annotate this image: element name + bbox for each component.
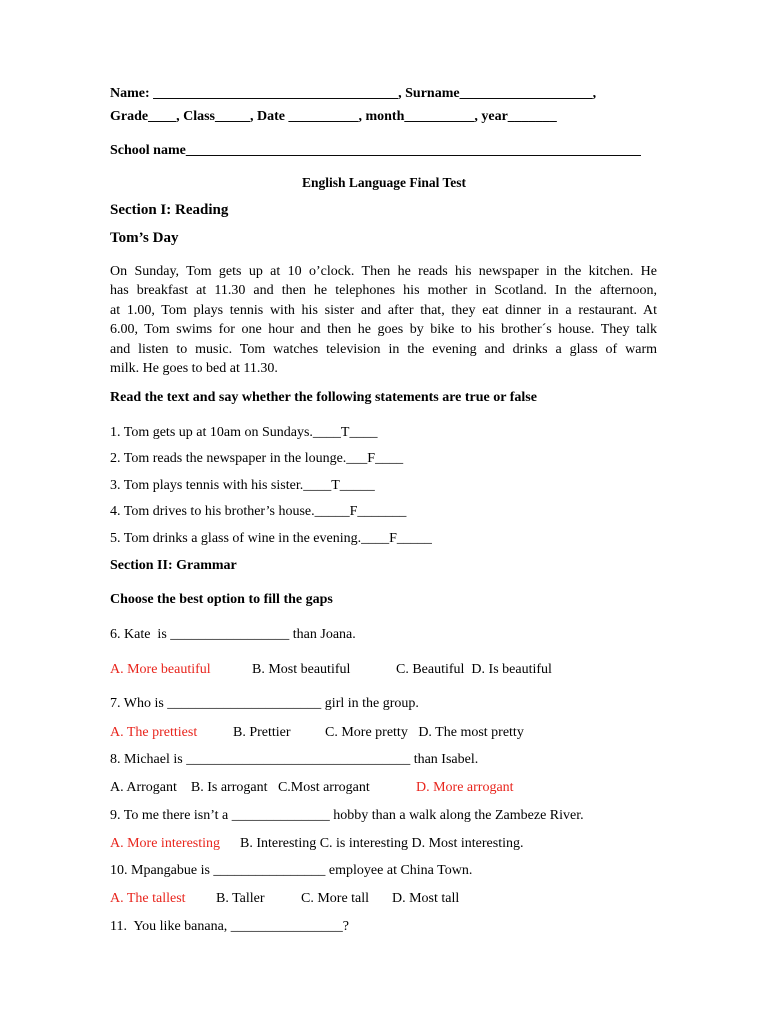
passage-line: at 1.00, Tom plays tennis with his sister and after that, they eat dinner in a restaurant. At (110, 302, 657, 318)
statement-2: 2. Tom reads the newspaper in the lounge.___F____ (110, 451, 404, 466)
question-6: 6. Kate is _________________ than Joana. (110, 627, 356, 642)
passage-line: and listen to music. Tom watches television in the evening and drinks a glass of warm (110, 341, 657, 357)
statement-3: 3. Tom plays tennis with his sister.____T_____ (110, 478, 375, 493)
q10-option-b: B. Taller (216, 891, 265, 906)
q10-option-c: C. More tall (301, 891, 370, 906)
question-8: 8. Michael is ________________________________ than Isabel. (110, 752, 479, 767)
question-11: 11. You like banana, ________________? (110, 919, 350, 934)
q7-option-a: A. The prettiest (110, 725, 198, 740)
q9-option-a: A. More interesting (110, 836, 221, 851)
statement-5: 5. Tom drinks a glass of wine in the evening.____F_____ (110, 531, 432, 546)
school-name-line[interactable]: School name_________________________________________________________________ (110, 143, 641, 158)
grammar-instruction: Choose the best option to fill the gaps (110, 592, 333, 607)
true-false-instruction: Read the text and say whether the following statements are true or false (110, 390, 537, 405)
q6-option-c-d: C. Beautiful D. Is beautiful (396, 662, 552, 677)
q7-option-c-d: C. More pretty D. The most pretty (325, 725, 524, 740)
question-10: 10. Mpangabue is ________________ employee at China Town. (110, 863, 473, 878)
passage-line: milk. He goes to bed at 11.30. (110, 361, 278, 377)
q6-option-b: B. Most beautiful (252, 662, 351, 677)
name-surname-line[interactable]: Name: ___________________________________, Surname___________________, (110, 86, 597, 101)
reading-passage (110, 262, 657, 378)
grade-class-date-line[interactable]: Grade____, Class_____, Date __________, month__________, year_______ (110, 109, 557, 124)
passage-line: 6.00, Tom swims for one hour and then he goes by bike to his brother´s house. They talk (110, 322, 657, 338)
q10-option-a: A. The tallest (110, 891, 186, 906)
passage-line: has breakfast at 11.30 and then he telephones his mother in Scotland. In the afternoon, (110, 283, 657, 299)
q9-option-b-c-d: B. Interesting C. is interesting D. Most interesting. (240, 836, 524, 851)
q7-option-b: B. Prettier (233, 725, 291, 740)
statement-1: 1. Tom gets up at 10am on Sundays.____T____ (110, 425, 378, 440)
story-title: Tom’s Day (110, 230, 179, 246)
test-title: English Language Final Test (302, 175, 466, 190)
section-grammar-heading: Section II: Grammar (110, 558, 237, 573)
q8-option-d: D. More arrogant (416, 780, 514, 795)
q10-option-d: D. Most tall (392, 891, 460, 906)
q6-option-a: A. More beautiful (110, 662, 211, 677)
section-reading-heading: Section I: Reading (110, 202, 229, 218)
q8-option-a-b-c: A. Arrogant B. Is arrogant C.Most arrogant (110, 780, 370, 795)
passage-line: On Sunday, Tom gets up at 10 o’clock. Then he reads his newspaper in the kitchen. He (110, 264, 657, 279)
question-7: 7. Who is ______________________ girl in the group. (110, 696, 419, 711)
question-9: 9. To me there isn’t a ______________ hobby than a walk along the Zambeze River. (110, 808, 584, 823)
statement-4: 4. Tom drives to his brother’s house._____F_______ (110, 504, 407, 519)
